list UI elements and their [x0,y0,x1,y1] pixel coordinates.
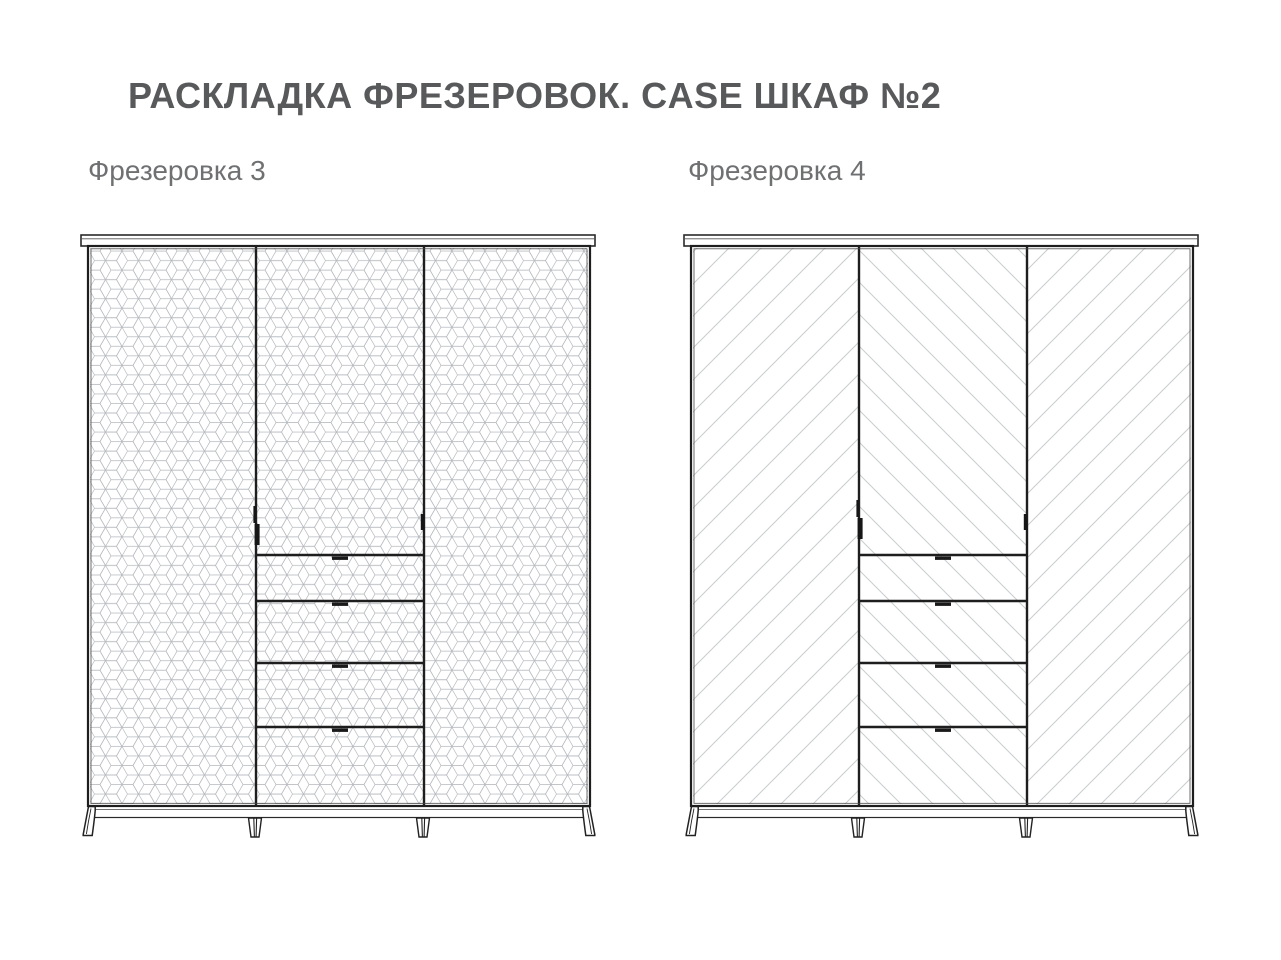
chevron-pattern-fills [693,248,1191,804]
right-door-pattern [1027,248,1191,804]
leg-inner-right [1020,818,1033,837]
leg-inner-left [852,818,865,837]
wardrobe-diagram-milling-4 [681,232,1203,844]
leg-front-left [83,807,95,836]
base-rail [90,806,588,818]
leg-inner-left [249,818,262,837]
left-door-pattern [693,248,859,804]
leg-front-right [583,807,595,836]
leg-front-right [1186,807,1198,836]
middle-door-pattern [859,248,1027,804]
diagram-label-milling-4: Фрезеровка 4 [688,155,866,186]
leg-front-left [686,807,698,836]
leg-inner-right [417,818,430,837]
base-rail [693,806,1191,818]
wardrobe-top-panel [684,235,1198,246]
page-title: РАСКЛАДКА ФРЕЗЕРОВОК. CASE ШКАФ №2 [128,75,942,116]
rhombille-pattern-fill [90,248,588,804]
wardrobe-diagram-milling-3 [78,232,600,844]
wardrobe-top-panel [81,235,595,246]
diagram-label-milling-3: Фрезеровка 3 [88,155,266,186]
